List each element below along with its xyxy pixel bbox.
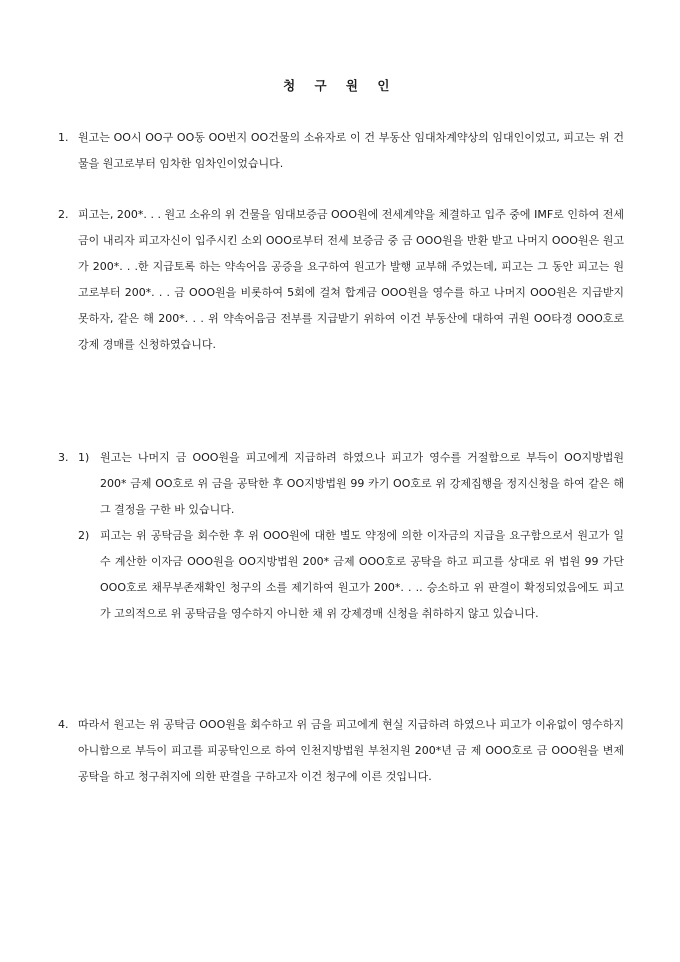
subitem-2: [78, 523, 624, 627]
subitem-text: 원고는 나머지 금 OOO원을 피고에게 지급하려 하였으나 피고가 영수를 거절함으로 부득이 OO지방법원 200* 금제 OO호로 위 금을 공탁한 후 OO지방법원 99 카기 OO호로 위 강제집행을 정지신청을 하여 같은 해 그 결정을 구한 바 있습니다.: [100, 451, 624, 516]
claim-item-1: [58, 125, 624, 177]
item-number: 4.: [58, 718, 69, 731]
subitem-number: 2): [78, 529, 90, 542]
subitem-text: 피고는 위 공탁금을 회수한 후 위 OOO원에 대한 별도 약정에 의한 이자금의 지급을 요구함으로서 원고가 일수 계산한 이자금 OOO원을 OO지방법원 200* 금제 OOO호로 공탁을 하고 피고를 상대로 위 법원 99 가단 OOO호로 채무부존재확인 청구의 소를 제기하여 원고가 200*. . .. 승소하고 위 판결이 확정되었음에도 피고가 고의적으로 위 공탁금을 영수하지 아니한 채 위 강제경매 신청을 취하하지 않고 있습니다.: [100, 529, 624, 620]
subitem-list: [78, 445, 624, 627]
claim-item-2: [58, 202, 624, 358]
item-text: 따라서 원고는 위 공탁금 OOO원을 회수하고 위 금을 피고에게 현실 지급하려 하였으나 피고가 이유없이 영수하지 아니함으로 부득이 피고를 피공탁인으로 하여 인천지방법원 부천지원 200*년 금 제 OOO호로 금 OOO원을 변제공탁을 하고 청구취지에 의한 판결을 구하고자 이건 청구에 이른 것입니다.: [78, 718, 624, 783]
subitem-number: 1): [78, 451, 90, 464]
item-number: 1.: [58, 131, 69, 144]
document-title: 청 구 원 인: [283, 78, 397, 93]
claim-item-4: [58, 712, 624, 790]
claim-item-3: [58, 445, 624, 627]
item-text: 피고는, 200*. . . 원고 소유의 위 건물을 임대보증금 OOO원에 전세계약을 체결하고 입주 중에 IMF로 인하여 전세금이 내리자 피고자신이 입주시킨 소외 OOO로부터 전세 보증금 중 금 OOO원을 반환 받고 나머지 OOO원은 원고가 200*. . .한 지급토록 하는 약속어음 공증을 요구하여 원고가 발행 교부해 주었는데, 피고는 그 동안 피고는 원고로부터 200*. . . 금 OOO원을 비롯하여 5회에 걸쳐 합계금 OOO원을 영수를 하고 나머지 OOO원은 지급받지 못하자, 같은 해 200*. . . 위 약속어음금 전부를 지급받기 위하여 이건 부동산에 대하여 귀원 OO타경 OOO호로 강제 경매를 신청하였습니다.: [78, 208, 624, 351]
item-number: 3.: [58, 451, 69, 464]
item-number: 2.: [58, 208, 69, 221]
item-text: 원고는 OO시 OO구 OO동 OO번지 OO건물의 소유자로 이 건 부동산 임대차계약상의 임대인이었고, 피고는 위 건물을 원고로부터 임차한 임차인이었습니다.: [78, 131, 624, 170]
subitem-1: [78, 445, 624, 523]
